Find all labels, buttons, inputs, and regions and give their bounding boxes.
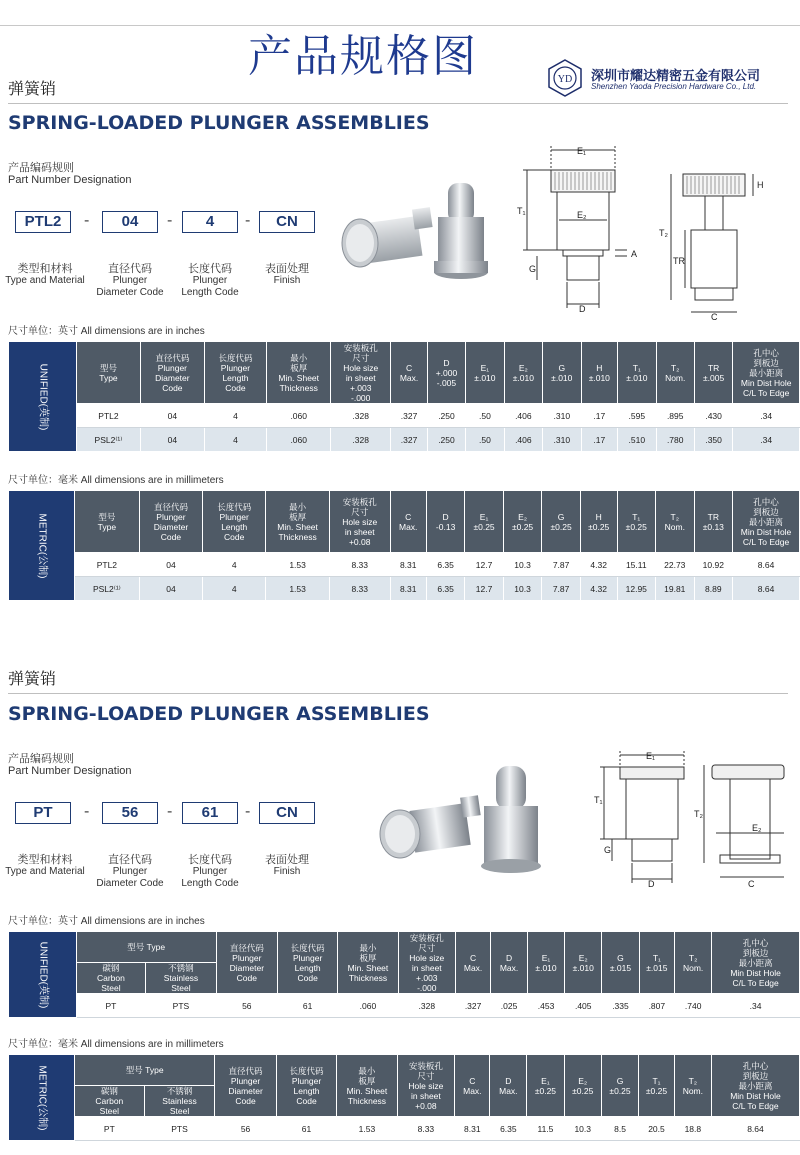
section2-title-cn: 弹簧销 xyxy=(8,671,57,688)
dimension-diagram-2 xyxy=(592,745,792,895)
table-cell: PT xyxy=(76,994,146,1018)
table-cell: 18.8 xyxy=(674,1117,711,1141)
table-cell: 7.87 xyxy=(542,553,581,577)
table-header: D -0.13 xyxy=(426,491,464,553)
table-header: H ±0.25 xyxy=(580,491,617,553)
code-label-en: Type and Material xyxy=(5,866,85,877)
table-header: 孔中心 到板边 最小距离 Min Dist Hole C/L To Edge xyxy=(711,1055,799,1117)
side-label-text: METRIC(公制) xyxy=(36,513,48,579)
table-cell: .406 xyxy=(504,404,542,428)
logo-text: YD xyxy=(557,74,573,85)
table-cell: .453 xyxy=(527,994,564,1018)
section1-title-cn: 弹簧销 xyxy=(8,81,57,98)
code-label-cn: 表面处理 xyxy=(265,263,309,275)
side-label-text: UNIFIED(英制) xyxy=(37,941,49,1009)
table-header: E₂ ±0.25 xyxy=(503,491,542,553)
table-cell: .595 xyxy=(618,404,656,428)
dim-label-e1: E₁ xyxy=(646,751,656,761)
table-cell: 8.33 xyxy=(329,553,390,577)
table-header: T₂ Nom. xyxy=(656,491,695,553)
table-header: 直径代码 Plunger Diameter Code xyxy=(141,342,204,404)
side-label-text: METRIC(公制) xyxy=(36,1065,48,1131)
code-label-cn: 长度代码 xyxy=(188,263,232,275)
table-header: 安装板孔 尺寸 Hole size in sheet +0.08 xyxy=(329,491,390,553)
table-cell: .895 xyxy=(656,404,694,428)
table-header: E₁ ±.010 xyxy=(466,342,504,404)
table-header: 最小 板厚 Min. Sheet Thickness xyxy=(338,932,398,994)
code-label-en: Type and Material xyxy=(5,275,85,286)
table-header: 最小 板厚 Min. Sheet Thickness xyxy=(337,1055,397,1117)
table-cell: .34 xyxy=(733,428,800,452)
table-cell: 22.73 xyxy=(656,553,695,577)
table-cell: 1.53 xyxy=(266,553,330,577)
table-cell: PTL2 xyxy=(75,553,140,577)
unit-note-mm-2: 尺寸单位：毫米 All dimensions are in millimeters xyxy=(8,1039,224,1050)
code-type: PTL2 xyxy=(15,211,71,233)
table-header: 长度代码 Plunger Length Code xyxy=(204,342,267,404)
table-cell: .060 xyxy=(267,404,331,428)
table-header: G ±.015 xyxy=(602,932,639,994)
table-cell: 8.5 xyxy=(601,1117,638,1141)
code-label-finish xyxy=(242,854,332,878)
product-photo-pt xyxy=(372,762,542,894)
section2-title-en: SPRING-LOADED PLUNGER ASSEMBLIES xyxy=(8,703,430,725)
section1-pnd-en: Part Number Designation xyxy=(8,174,132,186)
dim-label-e2: E₂ xyxy=(752,823,762,833)
spec-table-inch-1 xyxy=(8,341,800,452)
table-cell: 8.64 xyxy=(733,577,800,601)
code-label-cn: 直径代码 xyxy=(108,854,152,866)
table-cell: .50 xyxy=(466,404,504,428)
table-cell: 12.7 xyxy=(465,553,504,577)
table-cell: .250 xyxy=(427,428,465,452)
table-subheader: 不锈钢 Stainless Steel xyxy=(146,963,217,994)
dim-label-h: H xyxy=(757,180,764,190)
table-cell: 8.33 xyxy=(397,1117,455,1141)
unit-note-mm-1: 尺寸单位：毫米 All dimensions are in millimeters xyxy=(8,475,224,486)
table-header: E₁ ±.010 xyxy=(527,932,564,994)
code-label-diameter xyxy=(85,263,175,299)
table-header: 安装板孔 尺寸 Hole size in sheet +.003 -.000 xyxy=(398,932,456,994)
table-header: 最小 板厚 Min. Sheet Thickness xyxy=(267,342,331,404)
code-finish: CN xyxy=(259,802,315,824)
table-cell: .430 xyxy=(694,404,732,428)
section1-pnd-cn: 产品编码规则 xyxy=(8,162,74,174)
dim-label-e1: E₁ xyxy=(577,146,587,156)
table-subheader: 碳钢 Carbon Steel xyxy=(76,963,146,994)
table-row xyxy=(9,428,800,452)
table-cell: PSL2⁽¹⁾ xyxy=(75,577,140,601)
page-title: 产品规格图 xyxy=(248,31,478,82)
table-header: 孔中心 到板边 最小距离 Min Dist Hole C/L To Edge xyxy=(733,491,800,553)
table-header: E₁ ±0.25 xyxy=(527,1055,564,1117)
spec-table-inch-2 xyxy=(8,931,800,1018)
section2-divider xyxy=(8,693,788,694)
company-name-cn: 深圳市耀达精密五金有限公司 xyxy=(591,68,761,83)
table-header: D Max. xyxy=(490,1055,527,1117)
section1-title-en: SPRING-LOADED PLUNGER ASSEMBLIES xyxy=(8,112,430,134)
dim-label-t2: T₂ xyxy=(694,809,703,819)
code-length: 61 xyxy=(182,802,238,824)
table-cell: .17 xyxy=(581,404,618,428)
table-header: T₂ Nom. xyxy=(656,342,694,404)
table-cell: 56 xyxy=(216,994,277,1018)
table-cell: .327 xyxy=(456,994,491,1018)
table-cell: .406 xyxy=(504,428,542,452)
table-header: T₁ ±.010 xyxy=(618,342,656,404)
table-row xyxy=(9,553,800,577)
table-cell: .327 xyxy=(391,404,427,428)
table-row xyxy=(9,404,800,428)
table-cell: PTS xyxy=(146,994,217,1018)
table-cell: .328 xyxy=(398,994,456,1018)
table-side-label xyxy=(9,932,77,1018)
dim-label-t2: T₂ xyxy=(659,228,668,238)
table-subheader: 不锈钢 Stainless Steel xyxy=(144,1086,215,1117)
table-cell: 8.64 xyxy=(711,1117,799,1141)
table-cell: 12.95 xyxy=(617,577,656,601)
table-cell: PSL2⁽¹⁾ xyxy=(76,428,141,452)
table-cell: .335 xyxy=(602,994,639,1018)
table-cell: 11.5 xyxy=(527,1117,564,1141)
table-cell: 19.81 xyxy=(656,577,695,601)
table-cell: 8.31 xyxy=(390,577,426,601)
table-cell: .060 xyxy=(267,428,331,452)
code-dash: - xyxy=(167,212,173,229)
table-cell: 10.92 xyxy=(694,553,733,577)
table-header: 孔中心 到板边 最小距离 Min Dist Hole C/L To Edge xyxy=(733,342,800,404)
code-label-cn: 长度代码 xyxy=(188,854,232,866)
code-label-cn: 表面处理 xyxy=(265,854,309,866)
table-cell: 20.5 xyxy=(639,1117,675,1141)
table-header: T₂ Nom. xyxy=(674,1055,711,1117)
table-cell: 7.87 xyxy=(542,577,581,601)
dim-label-e2: E₂ xyxy=(577,210,587,220)
table-cell: 61 xyxy=(276,1117,337,1141)
section1-divider xyxy=(8,103,788,104)
table-cell: PT xyxy=(75,1117,145,1141)
code-label-cn: 类型和材料 xyxy=(17,854,73,866)
section2-pnd-cn: 产品编码规则 xyxy=(8,753,74,765)
table-header: 孔中心 到板边 最小距离 Min Dist Hole C/L To Edge xyxy=(712,932,800,994)
table-cell: 4 xyxy=(203,553,266,577)
table-header: 直径代码 Plunger Diameter Code xyxy=(215,1055,276,1117)
code-finish: CN xyxy=(259,211,315,233)
table-header: T₁ ±0.25 xyxy=(617,491,656,553)
table-header: E₂ ±.010 xyxy=(504,342,542,404)
table-cell: 04 xyxy=(141,428,204,452)
table-subheader: 碳钢 Carbon Steel xyxy=(75,1086,145,1117)
table-header: E₂ ±0.25 xyxy=(564,1055,601,1117)
table-header: E₂ ±.010 xyxy=(565,932,602,994)
table-header: 长度代码 Plunger Length Code xyxy=(276,1055,337,1117)
table-cell: .50 xyxy=(466,428,504,452)
table-header: C Max. xyxy=(390,491,426,553)
table-side-label xyxy=(9,491,75,601)
product-photo-ptl2 xyxy=(330,175,510,310)
unit-note-inch-2: 尺寸单位：英寸 All dimensions are in inches xyxy=(8,916,205,927)
dim-label-d: D xyxy=(648,879,655,889)
table-header: 长度代码 Plunger Length Code xyxy=(277,932,337,994)
code-label-en: Plunger xyxy=(112,275,148,286)
code-label-cn: 类型和材料 xyxy=(17,263,73,275)
table-cell: .327 xyxy=(391,428,427,452)
dimension-diagram-1 xyxy=(515,142,795,322)
table-cell: 4.32 xyxy=(580,577,617,601)
dim-label-c: C xyxy=(748,879,755,889)
table-header: 安装板孔 尺寸 Hole size in sheet +.003 -.000 xyxy=(331,342,391,404)
dim-label-t1: T₁ xyxy=(517,206,526,216)
table-cell: 6.35 xyxy=(426,553,464,577)
dim-label-a: A xyxy=(631,249,638,259)
table-header: C Max. xyxy=(455,1055,490,1117)
code-label-finish xyxy=(242,263,332,287)
table-header: TR ±.005 xyxy=(694,342,732,404)
table-cell: .310 xyxy=(543,404,581,428)
table-cell: .740 xyxy=(675,994,712,1018)
table-cell: .34 xyxy=(733,404,800,428)
dim-label-tr: TR xyxy=(673,256,685,266)
table-cell: .060 xyxy=(338,994,398,1018)
code-label-en: Diameter Code xyxy=(96,287,164,298)
code-label-en: Plunger xyxy=(112,866,148,877)
code-label-en: Diameter Code xyxy=(96,878,164,889)
code-label-en: Plunger xyxy=(192,275,228,286)
table-cell: .310 xyxy=(543,428,581,452)
table-cell: .250 xyxy=(427,404,465,428)
code-label-cn: 直径代码 xyxy=(108,263,152,275)
company-name-en: Shenzhen Yaoda Precision Hardware Co., Ltd. xyxy=(591,82,757,91)
dim-label-g: G xyxy=(604,845,612,855)
table-cell: .328 xyxy=(331,404,391,428)
spec-table-mm-1 xyxy=(8,490,800,601)
unit-note-inch-1: 尺寸单位：英寸 All dimensions are in inches xyxy=(8,326,205,337)
table-cell: 8.89 xyxy=(694,577,733,601)
table-cell: 8.31 xyxy=(455,1117,490,1141)
table-cell: 61 xyxy=(277,994,337,1018)
table-cell: 04 xyxy=(139,577,202,601)
table-cell: 8.64 xyxy=(733,553,800,577)
table-header: G ±0.25 xyxy=(601,1055,638,1117)
table-header: H ±.010 xyxy=(581,342,618,404)
table-cell: .405 xyxy=(565,994,602,1018)
table-header: 型号 Type xyxy=(75,491,140,553)
table-header: T₁ ±.015 xyxy=(639,932,675,994)
table-cell: .025 xyxy=(491,994,528,1018)
table-cell: 4 xyxy=(204,428,267,452)
dim-label-t1: T₁ xyxy=(594,795,603,805)
table-cell: 10.3 xyxy=(503,553,542,577)
code-dash: - xyxy=(245,803,251,820)
code-diameter: 56 xyxy=(102,802,158,824)
table-cell: 4 xyxy=(203,577,266,601)
table-header: 直径代码 Plunger Diameter Code xyxy=(216,932,277,994)
code-dash: - xyxy=(84,803,90,820)
table-cell: .17 xyxy=(581,428,618,452)
code-label-en: Length Code xyxy=(181,878,239,889)
table-cell: 10.3 xyxy=(503,577,542,601)
table-cell: PTL2 xyxy=(76,404,141,428)
dim-label-d: D xyxy=(579,304,586,314)
table-header: C Max. xyxy=(456,932,491,994)
section2-pnd-en: Part Number Designation xyxy=(8,765,132,777)
table-cell: .34 xyxy=(712,994,800,1018)
table-row xyxy=(9,1117,800,1141)
table-cell: 4 xyxy=(204,404,267,428)
company-logo xyxy=(545,58,585,98)
table-header: D +.000 -.005 xyxy=(427,342,465,404)
table-header: C Max. xyxy=(391,342,427,404)
table-row xyxy=(9,994,800,1018)
dim-label-g: G xyxy=(529,264,537,274)
code-label-en: Length Code xyxy=(181,287,239,298)
table-header: 安装板孔 尺寸 Hole size in sheet +0.08 xyxy=(397,1055,455,1117)
code-dash: - xyxy=(167,803,173,820)
table-cell: 6.35 xyxy=(426,577,464,601)
table-cell: .350 xyxy=(694,428,732,452)
table-side-label xyxy=(9,1055,75,1141)
table-side-label xyxy=(9,342,77,452)
table-cell: 15.11 xyxy=(617,553,656,577)
table-header: 直径代码 Plunger Diameter Code xyxy=(139,491,202,553)
table-header: G ±0.25 xyxy=(542,491,581,553)
code-type: PT xyxy=(15,802,71,824)
table-cell: 8.33 xyxy=(329,577,390,601)
dim-label-c: C xyxy=(711,312,718,322)
table-cell: 10.3 xyxy=(564,1117,601,1141)
table-cell: 1.53 xyxy=(337,1117,397,1141)
table-cell: .807 xyxy=(639,994,675,1018)
table-header: D Max. xyxy=(491,932,528,994)
table-cell: 1.53 xyxy=(266,577,330,601)
code-label-en: Plunger xyxy=(192,866,228,877)
table-header: T₂ Nom. xyxy=(675,932,712,994)
table-header: 长度代码 Plunger Length Code xyxy=(203,491,266,553)
code-diameter: 04 xyxy=(102,211,158,233)
table-header-type: 型号 Type xyxy=(75,1055,215,1086)
table-cell: .328 xyxy=(331,428,391,452)
table-header: T₁ ±0.25 xyxy=(639,1055,675,1117)
table-cell: 8.31 xyxy=(390,553,426,577)
table-header: TR ±0.13 xyxy=(694,491,733,553)
table-cell: 04 xyxy=(139,553,202,577)
table-cell: 6.35 xyxy=(490,1117,527,1141)
table-cell: PTS xyxy=(144,1117,215,1141)
table-header: G ±.010 xyxy=(543,342,581,404)
table-cell: 56 xyxy=(215,1117,276,1141)
code-label-en: Finish xyxy=(273,866,301,877)
side-label-text: UNIFIED(英制) xyxy=(37,363,49,431)
table-row xyxy=(9,577,800,601)
table-header: 型号 Type xyxy=(76,342,141,404)
table-cell: .510 xyxy=(618,428,656,452)
table-cell: 12.7 xyxy=(465,577,504,601)
code-label-type xyxy=(0,263,90,287)
code-length: 4 xyxy=(182,211,238,233)
table-header-type: 型号 Type xyxy=(76,932,216,963)
table-cell: 4.32 xyxy=(580,553,617,577)
table-cell: 04 xyxy=(141,404,204,428)
table-header: 最小 板厚 Min. Sheet Thickness xyxy=(266,491,330,553)
code-label-diameter xyxy=(85,854,175,890)
code-label-type xyxy=(0,854,90,878)
table-cell: .780 xyxy=(656,428,694,452)
table-header: E₁ ±0.25 xyxy=(465,491,504,553)
code-dash: - xyxy=(245,212,251,229)
spec-table-mm-2 xyxy=(8,1054,800,1141)
code-dash: - xyxy=(84,212,90,229)
code-label-en: Finish xyxy=(273,275,301,286)
